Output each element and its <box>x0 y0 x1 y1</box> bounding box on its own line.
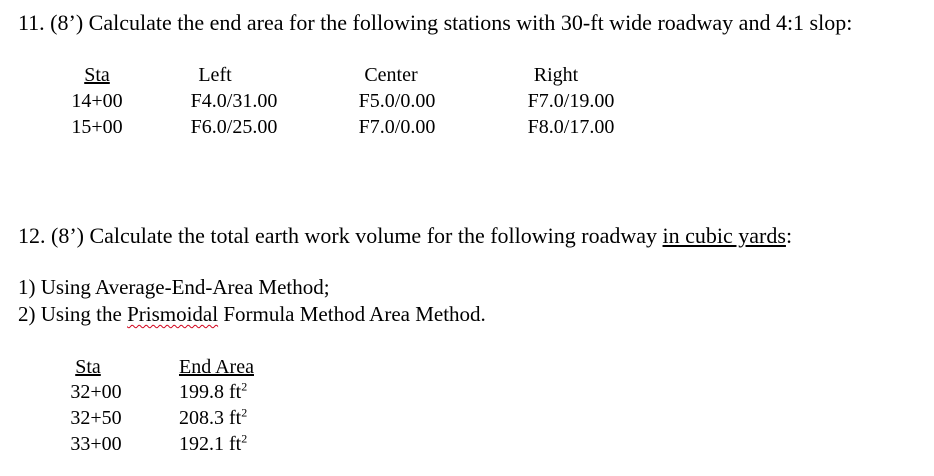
q11-row-1-left: F4.0/31.00 <box>190 90 278 112</box>
q12-method-2-prefix: 2) Using the <box>18 302 128 326</box>
q12-row-3-area-unit: ft <box>229 433 242 455</box>
q11-header-left: Left <box>198 64 232 86</box>
q12-row-2-area-exp: 2 <box>241 405 248 420</box>
q11-row-2-center: F7.0/0.00 <box>358 116 436 138</box>
q11-header-sta: Sta <box>84 64 110 86</box>
q12-header-end-area: End Area <box>179 356 254 378</box>
q11-row-1-center: F5.0/0.00 <box>358 90 436 112</box>
q12-row-1-sta: 32+00 <box>70 381 122 403</box>
q11-row-2-right: F8.0/17.00 <box>527 116 615 138</box>
q12-row-3-area <box>179 433 247 456</box>
q12-row-1-area <box>179 381 247 404</box>
q12-title-underlined: in cubic yards <box>662 223 786 248</box>
q12-row-2-sta: 32+50 <box>70 407 122 429</box>
q12-row-2-area-value: 208.3 <box>179 407 229 429</box>
q11-header-center: Center <box>364 64 418 86</box>
q11-row-2-left: F6.0/25.00 <box>190 116 278 138</box>
q12-header-sta: Sta <box>75 356 101 378</box>
q12-method-2-flagged-word: Prismoidal <box>127 302 219 326</box>
q12-row-3-sta: 33+00 <box>70 433 122 455</box>
q12-row-1-area-exp: 2 <box>241 379 248 394</box>
q11-header-right: Right <box>533 64 579 86</box>
q12-method-1: 1) Using Average-End-Area Method; <box>18 275 330 299</box>
q12-method-2-suffix: Formula Method Area Method. <box>218 302 486 326</box>
q12-row-3-area-value: 192.1 <box>179 433 229 455</box>
q12-row-1-area-value: 199.8 <box>179 381 229 403</box>
q12-row-1-area-unit: ft <box>229 381 242 403</box>
q12-title-suffix: : <box>785 223 793 248</box>
q11-row-1-sta: 14+00 <box>71 90 123 112</box>
q11-row-1-right: F7.0/19.00 <box>527 90 615 112</box>
q12-row-2-area-unit: ft <box>229 407 242 429</box>
question-12-title <box>18 223 792 249</box>
q12-title-prefix: 12. (8’) Calculate the total earth work volume for the following roadway <box>18 223 663 248</box>
q12-row-3-area-exp: 2 <box>241 431 248 446</box>
q12-row-2-area <box>179 407 247 430</box>
q11-row-2-sta: 15+00 <box>71 116 123 138</box>
q12-method-2 <box>18 302 486 327</box>
question-11-title: 11. (8’) Calculate the end area for the following stations with 30-ft wide roadway and 4:1 slop: <box>18 10 853 35</box>
